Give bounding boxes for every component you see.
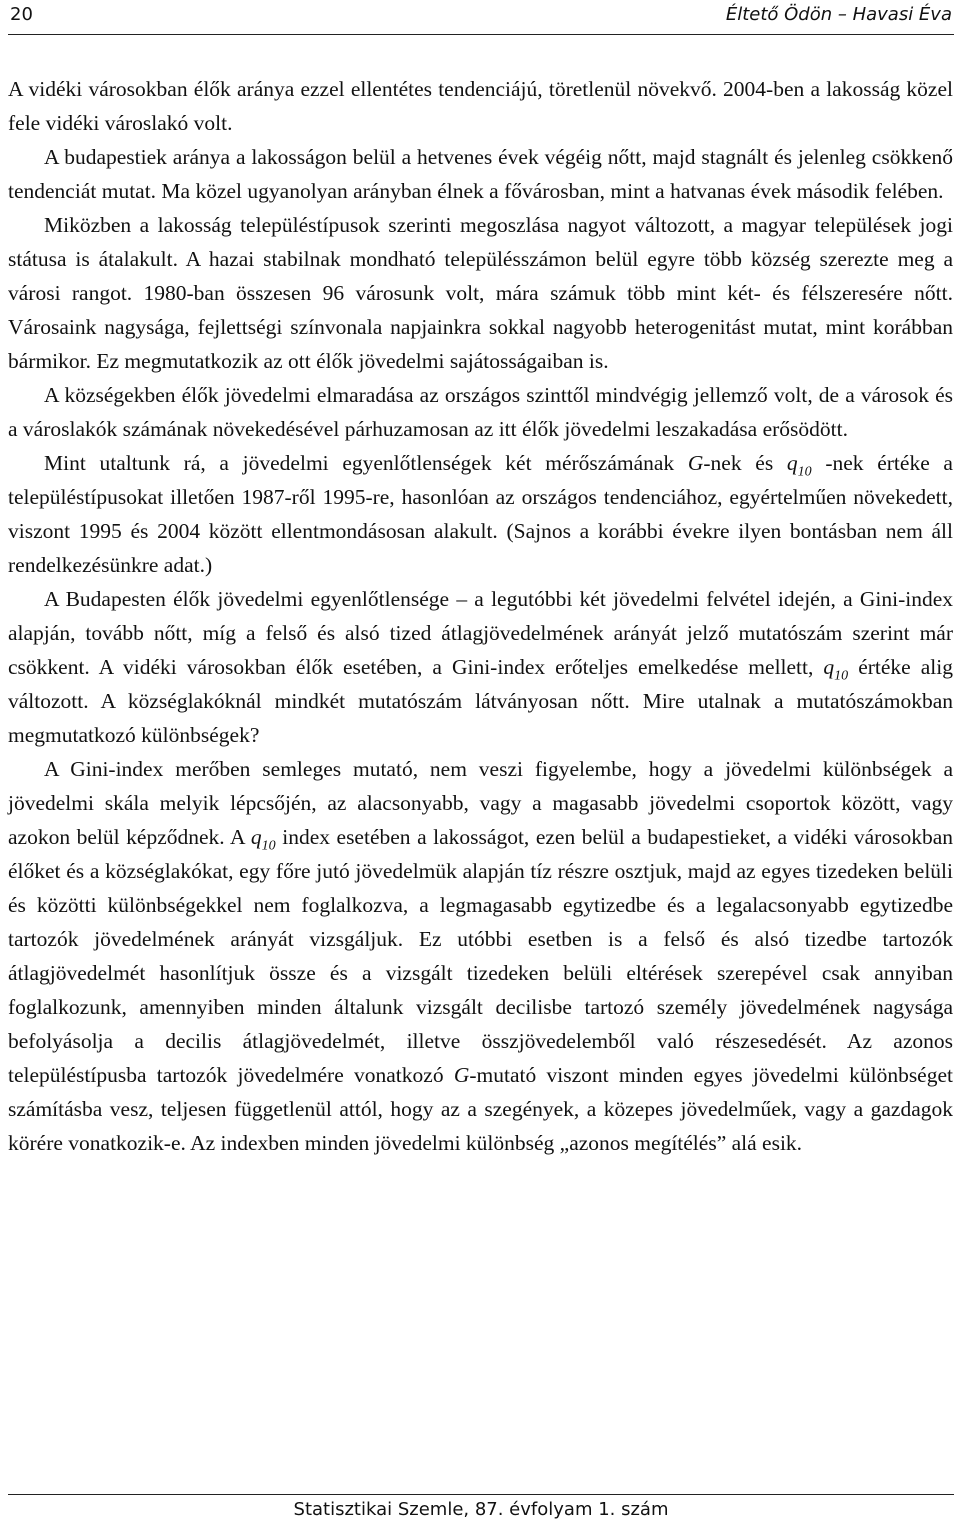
q10-symbol — [786, 451, 812, 480]
paragraph — [8, 446, 953, 582]
q-subscript: 10 — [834, 668, 849, 684]
paragraph-text: -nek értéke a településtípusokat illetően 1987-ről 1995-re, hasonlóan az országos tendenciához, egyértelműen növekedett, viszont 1995 és 2004 között ellentmondásosan alakult. (Sajnos a korábbi évekre ilyen bontásban nem áll rendelkezésünkre adat.) — [8, 451, 953, 577]
page-number: 20 — [10, 4, 33, 25]
gini-symbol: G — [453, 1063, 470, 1087]
gini-symbol: G — [687, 451, 704, 475]
q-letter: q — [250, 825, 262, 849]
q-subscript: 10 — [261, 838, 276, 854]
paragraph — [8, 582, 953, 752]
running-head: Éltető Ödön – Havasi Éva — [725, 4, 952, 25]
paragraph-text: index esetében a lakosságot, ezen belül a budapestieket, a vidéki városokban élőket és a községlakókat, egy főre jutó jövedelmük alapján tíz részre osztjuk, majd az egyes tizedeken belüli és közötti különbségekkel nem foglalkozva, a legmagasabb egytizedbe és a legalacsonyabb egytizedbe tartozók jövedelmének arányát vizsgáljuk. Ez utóbbi esetben is a felső és alsó tizedbe tartozók átlagjövedelmét hasonlítjuk össze és a vizsgált tizedeken belüli eltérések szerepével csak annyiban foglalkozunk, amennyiben minden általunk vizsgált decilisbe tartozó személy jövedelmének nagysága befolyásolja a decilis átlagjövedelmét, illetve összjövedelemből való részesedését. Az azonos településtípusba tartozók jövedelmére vonatkozó — [8, 825, 954, 1087]
paragraph-text: Mint utaltunk rá, a jövedelmi egyenlőtlenségek két mérőszámának — [44, 451, 688, 475]
paragraph: A budapestiek aránya a lakosságon belül a hetvenes évek végéig nőtt, majd stagnált és jelenleg csökkenő tendenciát mutat. Ma közel ugyanolyan arányban élnek a fővárosban, mint a hatvanas évek második felében. — [8, 145, 953, 203]
paragraph-text: értéke alig változott. A községlakóknál mindkét mutatószám látványosan nőtt. Mire utalnak a mutatószámokban megmutatkozó különbségek? — [8, 655, 953, 747]
q10-symbol — [250, 825, 276, 854]
q-letter: q — [786, 451, 798, 475]
paragraph: A községekben élők jövedelmi elmaradása az országos szinttől mindvégig jellemző volt, de a városok és a városlakók számának növekedésével párhuzamosan az itt élők jövedelmi leszakadása erősödött. — [8, 383, 953, 441]
paragraph-text: -nek és — [703, 451, 787, 475]
journal-citation: Statisztikai Szemle, 87. évfolyam 1. szám — [293, 1499, 669, 1520]
q10-symbol — [823, 655, 849, 684]
q-letter: q — [823, 655, 835, 679]
paragraph — [8, 752, 953, 1160]
q-subscript: 10 — [797, 464, 812, 480]
paragraph-text: A Gini-index merőben semleges mutató, nem veszi figyelembe, hogy a jövedelmi különbségek a jövedelmi skála melyik lépcsőjén, az alacsonyabb, vagy a magasabb jövedelmi csoportok között, vagy azokon belül képződnek. A — [8, 757, 953, 849]
page-header — [8, 0, 954, 35]
paragraph: A vidéki városokban élők aránya ezzel ellentétes tendenciájú, töretlenül növekvő. 2004-ben a lakosság közel fele vidéki városlakó volt. — [8, 77, 953, 135]
paragraph-text: -mutató viszont minden egyes jövedelmi különbséget számításba vesz, teljesen függetlenül attól, hogy az a szegények, a közepes jövedelműek, vagy a gazdagok körére vonatkozik-e. Az indexben minden jövedelmi különbség „azonos megítélés” alá esik. — [8, 1063, 953, 1155]
paragraph-text: A Budapesten élők jövedelmi egyenlőtlensége – a legutóbbi két jövedelmi felvétel idején, a Gini-index alapján, tovább nőtt, míg a felső és alsó tized átlagjövedelmének arányát jelző mutatószám szerint már csökkent. A vidéki városokban élők esetében, a Gini-index erőteljes emelkedése mellett, — [8, 587, 953, 679]
article-body — [8, 72, 953, 1160]
paragraph: Miközben a lakosság településtípusok szerinti megoszlása nagyot változott, a magyar települések jogi státusa is átalakult. A hazai stabilnak mondható településszámon belül egyre több község szerezte meg a városi rangot. 1980-ban összesen 96 városunk volt, mára számuk több mint két- és félszeresére nőtt. Városaink nagysága, fejlettségi színvonala napjainkra sokkal nagyobb heterogenitást mutat, mint korábban bármikor. Ez megmutatkozik az ott élők jövedelmi sajátosságaiban is. — [8, 213, 953, 373]
page-footer — [8, 1494, 954, 1520]
